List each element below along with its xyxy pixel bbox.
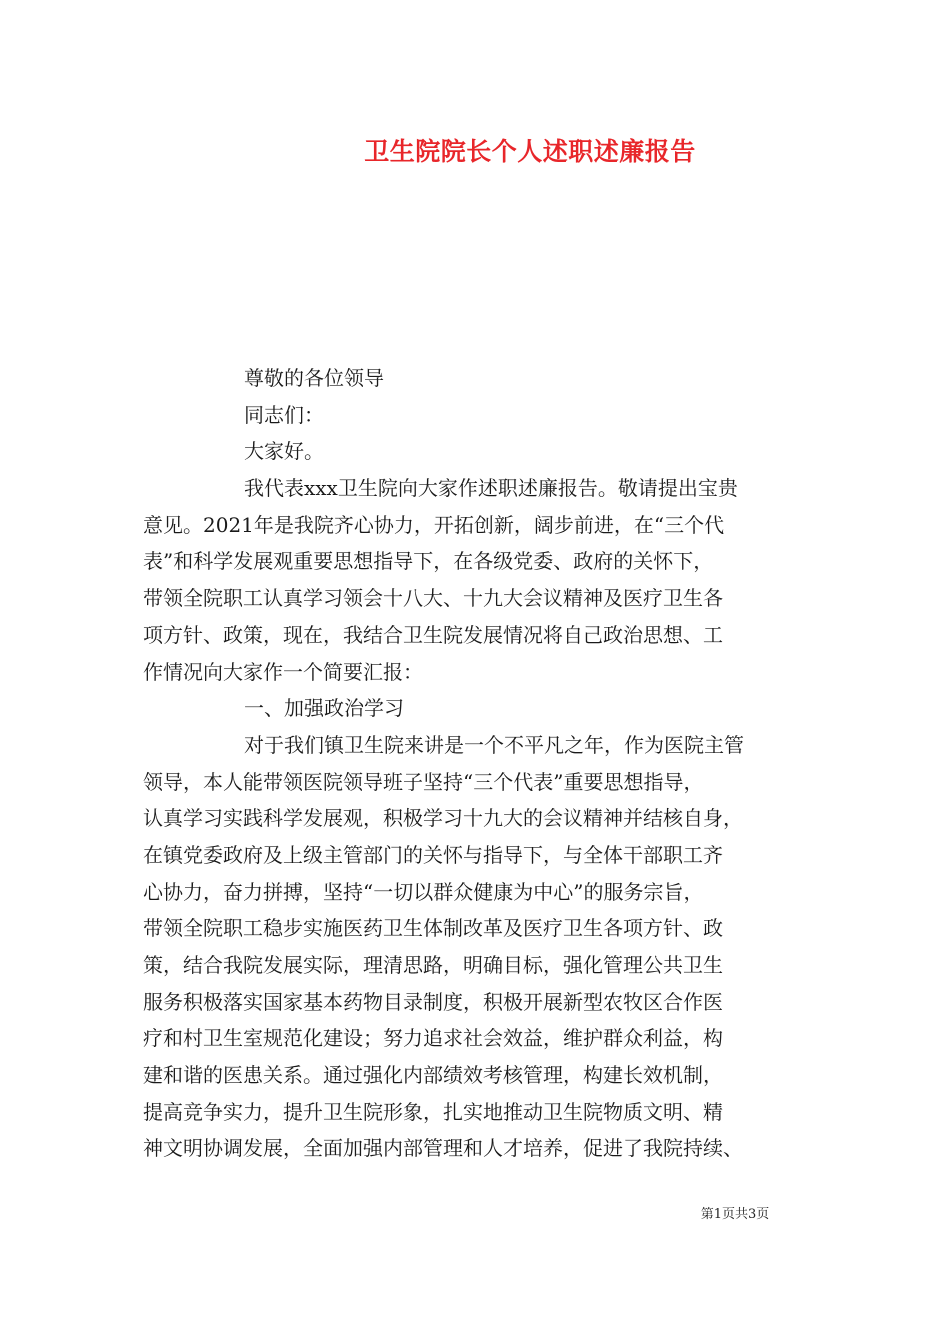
body-line: 对于我们镇卫生院来讲是一个不平凡之年，作为医院主管 — [244, 732, 744, 757]
body-line: 大家好。 — [244, 439, 324, 464]
body-line: 心协力，奋力拼搏，坚持“一切以群众健康为中心”的服务宗旨， — [143, 879, 704, 904]
body-line: 策，结合我院发展实际，理清思路，明确目标，强化管理公共卫生 — [143, 953, 723, 977]
body-line: 在镇党委政府及上级主管部门的关怀与指导下，与全体干部职工齐 — [143, 842, 723, 867]
document-body — [143, 360, 813, 1167]
body-line: 疗和村卫生室规范化建设；努力追求社会效益，维护群众利益，构 — [143, 1026, 723, 1051]
body-line: 我代表xxx卫生院向大家作述职述廉报告。敬请提出宝贵 — [244, 476, 738, 501]
body-line: 带领全院职工认真学习领会十八大、十九大会议精神及医疗卫生各 — [143, 586, 723, 611]
body-line: 神文明协调发展，全面加强内部管理和人才培养，促进了我院持续、 — [143, 1136, 743, 1161]
body-line: 领导，本人能带领医院领导班子坚持“三个代表”重要思想指导， — [143, 769, 704, 794]
body-line: 表”和科学发展观重要思想指导下，在各级党委、政府的关怀下， — [143, 549, 714, 574]
body-line: 建和谐的医患关系。通过强化内部绩效考核管理，构建长效机制， — [143, 1063, 723, 1088]
body-line: 作情况向大家作一个简要汇报： — [143, 659, 423, 684]
body-line: 提高竞争实力，提升卫生院形象，扎实地推动卫生院物质文明、精 — [143, 1099, 723, 1124]
body-line: 带领全院职工稳步实施医药卫生体制改革及医疗卫生各项方针、政 — [143, 916, 723, 941]
body-line: 项方针、政策，现在，我结合卫生院发展情况将自己政治思想、工 — [143, 622, 723, 647]
body-line: 尊敬的各位领导 — [244, 366, 384, 390]
body-line: 认真学习实践科学发展观，积极学习十九大的会议精神并结核自身， — [143, 806, 743, 831]
document-title: 卫生院院长个人述职述廉报告 — [364, 137, 696, 166]
body-line: 一、加强政治学习 — [244, 696, 404, 721]
page-footer: 第1页共3页 — [700, 1207, 770, 1222]
body-line: 服务积极落实国家基本药物目录制度，积极开展新型农牧区合作医 — [143, 989, 723, 1014]
body-line: 同志们： — [244, 402, 324, 427]
body-line: 意见。2021年是我院齐心协力，开拓创新，阔步前进，在“三个代 — [143, 512, 725, 537]
